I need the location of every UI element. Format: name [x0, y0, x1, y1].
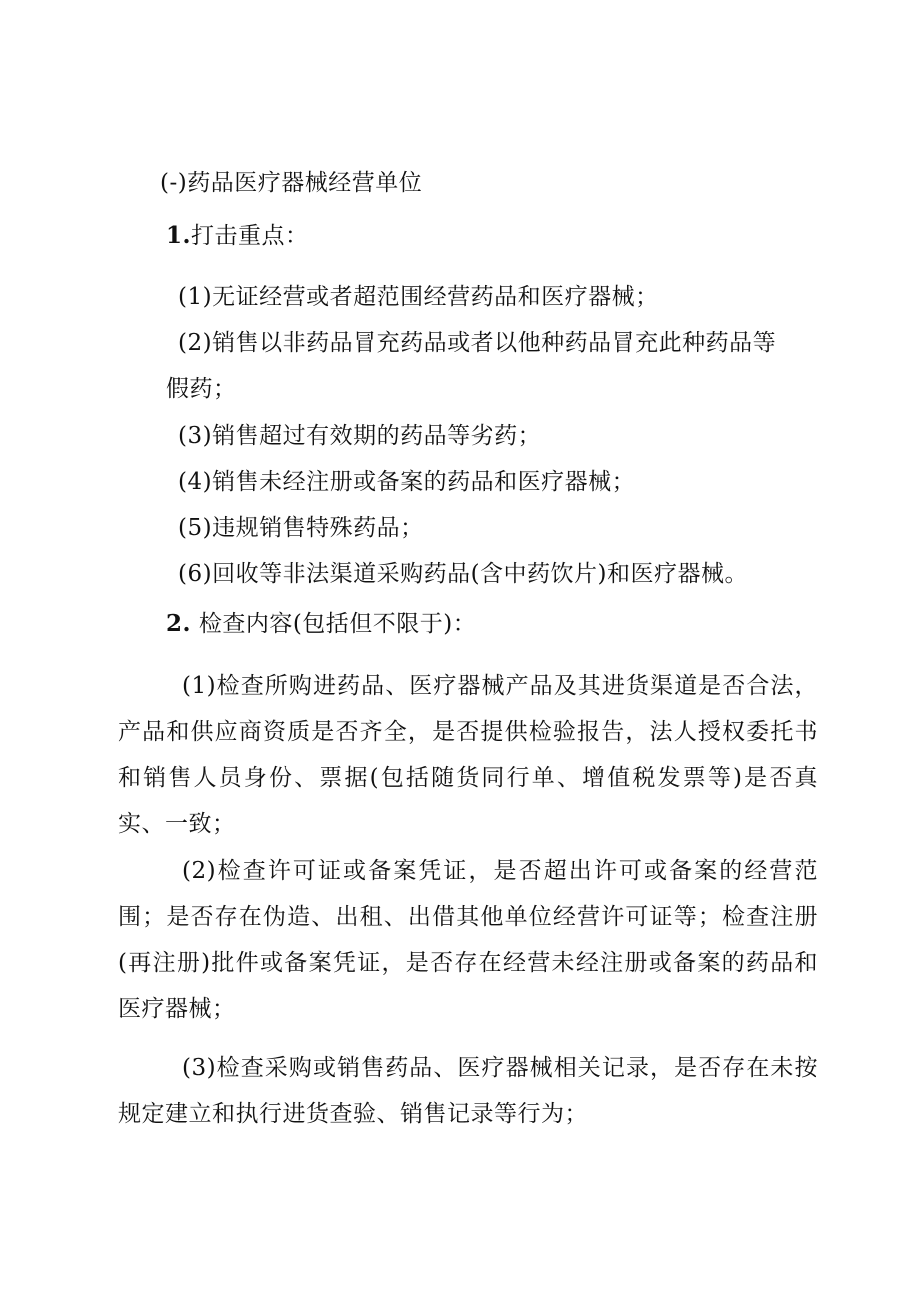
check-item-2: (2)检查许可证或备案凭证，是否超出许可或备案的经营范围；是否存在伪造、出租、出借其他单位经营许可证等；检查注册(再注册)批件或备案凭证，是否存在经营未经注册或备案的药品和医疗器械；	[118, 858, 818, 1022]
heading-text: 打击重点：	[191, 223, 309, 249]
focus-item-5: (5)违规销售特殊药品；	[178, 515, 424, 541]
heading-number: 1.	[166, 222, 192, 249]
focus-item-4: (4)销售未经注册或备案的药品和医疗器械；	[178, 469, 636, 495]
heading-check-content	[166, 609, 476, 639]
heading-strike-focus	[166, 221, 309, 251]
heading-number: 2.	[166, 610, 192, 637]
check-item-1: (1)检查所购进药品、医疗器械产品及其进货渠道是否合法，产品和供应商资质是否齐全，是否提供检验报告，法人授权委托书和销售人员身份、票据(包括随货同行单、增值税发票等)是否真实、一致；	[118, 673, 818, 837]
focus-item-3: (3)销售超过有效期的药品等劣药；	[178, 423, 542, 449]
check-item-3: (3)检查采购或销售药品、医疗器械相关记录，是否存在未按规定建立和执行进货查验、销售记录等行为；	[118, 1055, 818, 1127]
focus-item-1: (1)无证经营或者超范围经营药品和医疗器械；	[178, 284, 659, 310]
heading-text: 检查内容(包括但不限于)：	[191, 611, 477, 637]
focus-item-2-continued: 假药；	[166, 376, 237, 402]
focus-item-2: (2)销售以非药品冒充药品或者以他种药品冒充此种药品等	[178, 330, 777, 356]
section-title: (-)药品医疗器械经营单位	[160, 170, 423, 196]
focus-item-6: (6)回收等非法渠道采购药品(含中药饮片)和医疗器械。	[178, 561, 749, 587]
